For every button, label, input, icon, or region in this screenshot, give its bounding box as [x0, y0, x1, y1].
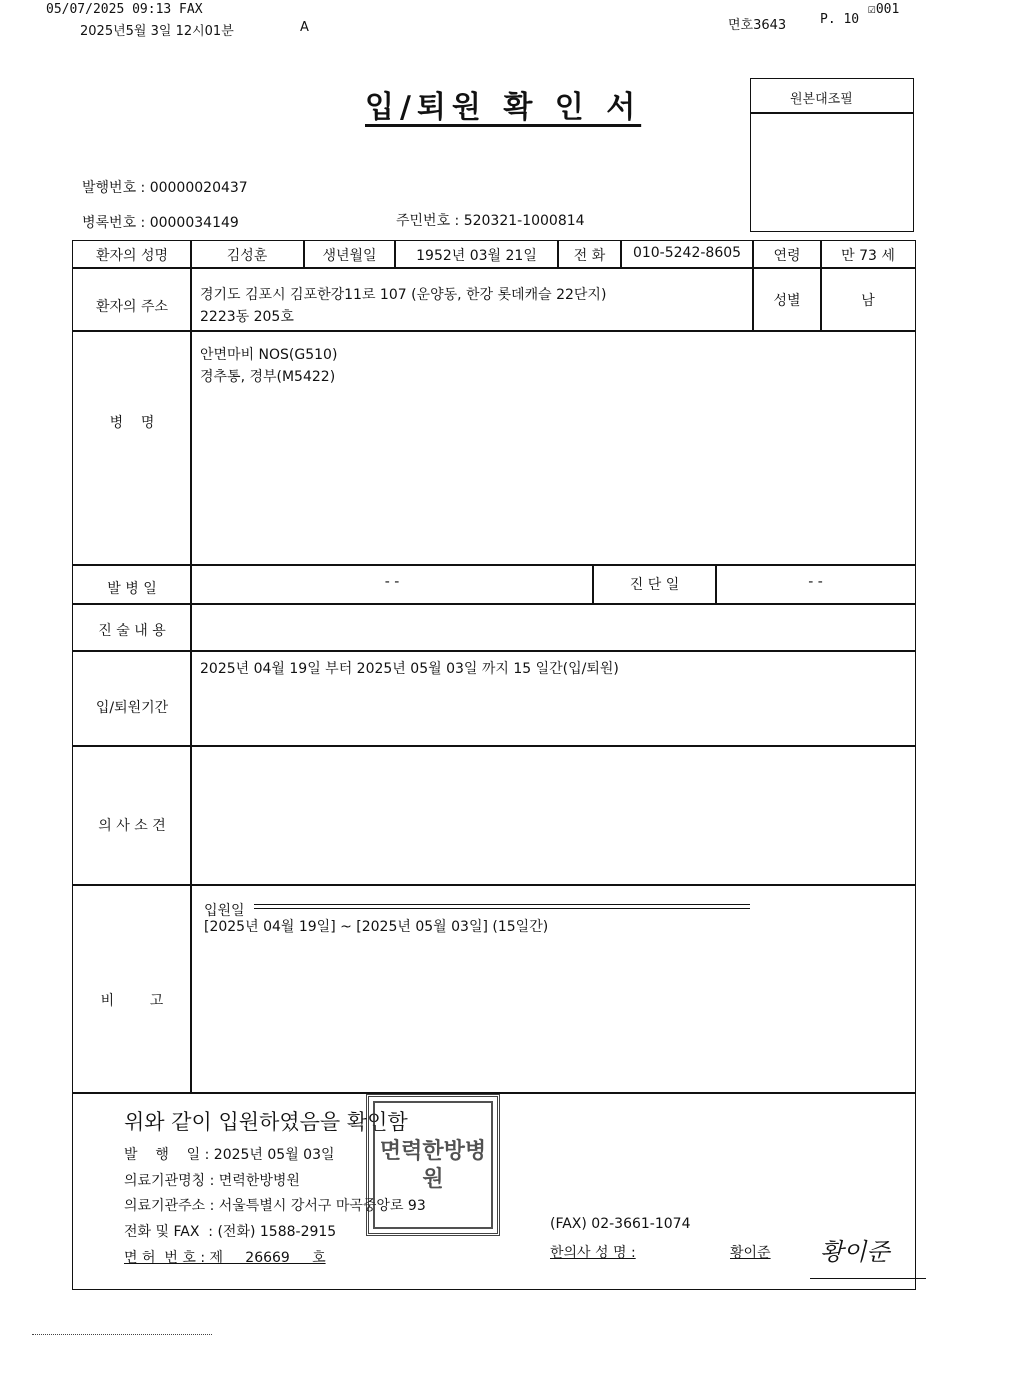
issue-date: 발 행 일 : 2025년 05월 03일	[124, 1147, 335, 1163]
fax-number: 면호3643	[728, 18, 787, 33]
institution-phone: 전화 및 FAX : (전화) 1588-2915	[124, 1224, 337, 1240]
bottom-dotted-line	[32, 1334, 212, 1335]
fax-header-left: 05/07/2025 09:13 FAX	[46, 2, 203, 17]
resident-number: 주민번호 : 520321-1000814	[396, 213, 585, 229]
phone: 010-5242-8605	[632, 245, 742, 261]
seal-text: 면력한방병원	[379, 1138, 487, 1192]
address-line1: 경기도 김포시 김포한강11로 107 (운양동, 한강 롯데캐슬 22단지)	[200, 287, 607, 303]
confirmation-statement: 위와 같이 입원하였음을 확인함	[124, 1110, 408, 1134]
remarks-rule	[254, 904, 750, 905]
institution-fax: (FAX) 02-3661-1074	[550, 1216, 691, 1232]
patient-name: 김성훈	[226, 248, 268, 264]
fax-page: P. 10	[820, 12, 860, 27]
doctor-label: 한의사 성 명 :	[550, 1245, 636, 1261]
divider	[72, 745, 916, 747]
disease-line2: 경추통, 경부(M5422)	[200, 369, 336, 385]
divider	[190, 240, 192, 1092]
phone-label: 전 화	[573, 248, 606, 264]
institution-address: 의료기관주소 : 서울특별시 강서구 마곡중앙로 93	[124, 1198, 426, 1214]
fax-code: ☑001	[868, 2, 900, 17]
divider	[72, 564, 916, 566]
address-label: 환자의 주소	[95, 299, 169, 315]
remarks-line1: 입원일	[204, 903, 245, 919]
sex-label: 성별	[773, 293, 801, 309]
doctor-name: 황이준	[730, 1245, 771, 1261]
opinion-label: 의 사 소 견	[98, 818, 166, 834]
record-number: 병록번호 : 0000034149	[82, 215, 239, 231]
remarks-rule	[254, 908, 750, 909]
diagnosis-date: - -	[808, 574, 823, 590]
dob-label: 생년월일	[322, 248, 377, 264]
divider	[750, 112, 914, 114]
dob: 1952년 03월 21일	[416, 248, 537, 264]
divider	[72, 330, 916, 332]
doctor-signature: 황이준	[820, 1238, 890, 1266]
onset-date: - -	[384, 574, 400, 590]
diagnosis-label: 진 단 일	[629, 577, 680, 593]
remarks-line2: [2025년 04월 19일] ~ [2025년 05월 03일] (15일간)	[204, 919, 549, 935]
period-label: 입/퇴원기간	[95, 700, 169, 716]
fax-mark: A	[300, 20, 309, 35]
signature-line	[810, 1278, 926, 1279]
fax-received-time: 2025년5월 3일 12시01분	[80, 24, 234, 39]
age-label: 연령	[773, 248, 801, 264]
treatment-label: 진 술 내 용	[98, 623, 166, 639]
divider	[72, 650, 916, 652]
hospital-seal	[366, 1094, 500, 1236]
name-label: 환자의 성명	[95, 248, 169, 264]
issue-number: 발행번호 : 00000020437	[82, 180, 248, 196]
remarks-label: 비 고	[100, 993, 164, 1009]
onset-label: 발 병 일	[107, 581, 157, 597]
disease-label: 병 명	[109, 415, 155, 431]
divider	[72, 267, 916, 269]
license-number: 면 허 번 호 : 제 26669 호	[124, 1250, 326, 1266]
age: 만 73 세	[841, 248, 895, 264]
institution-name: 의료기관명칭 : 면력한방병원	[124, 1173, 300, 1189]
disease-line1: 안면마비 NOS(G510)	[200, 347, 338, 363]
original-verified-label: 원본대조필	[790, 92, 853, 107]
admission-period: 2025년 04월 19일 부터 2025년 05월 03일 까지 15 일간(입/퇴원)	[200, 661, 619, 677]
checkbox-icon: ☑	[868, 2, 876, 17]
address-line2: 2223동 205호	[200, 309, 294, 325]
sex: 남	[861, 293, 875, 309]
divider	[72, 884, 916, 886]
page-title: 입/퇴원 확 인 서	[365, 90, 642, 125]
divider	[72, 603, 916, 605]
